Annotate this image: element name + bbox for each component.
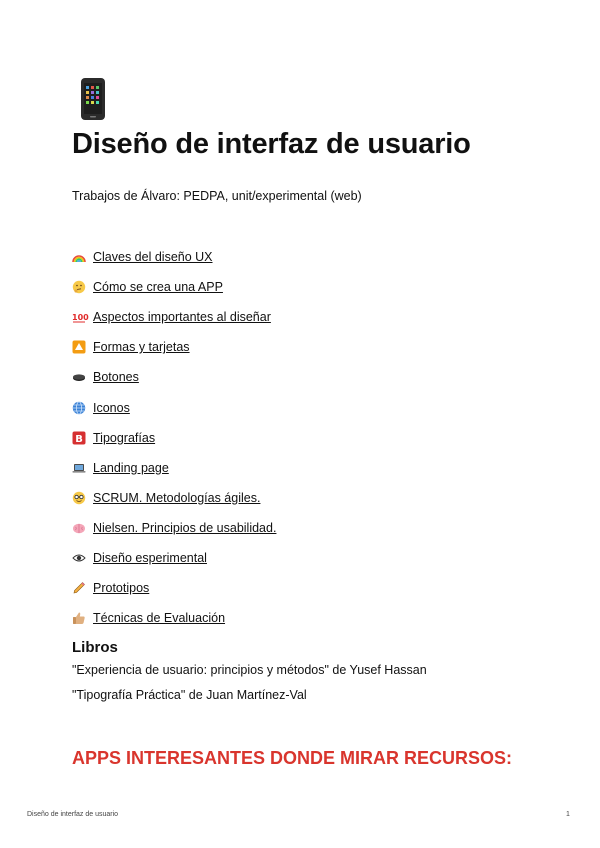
svg-text:100: 100: [72, 313, 89, 323]
black-button-icon: [72, 370, 86, 384]
link-tipografias[interactable]: Tipografías: [93, 430, 156, 445]
up-arrow-button-icon: [72, 340, 86, 354]
link-aspectos-importantes[interactable]: Aspectos importantes al diseñar: [93, 310, 271, 325]
b-button-icon: [72, 431, 86, 445]
nerd-face-icon: [72, 491, 86, 505]
books-heading: Libros: [72, 639, 118, 656]
thumbs-up-icon: [72, 611, 86, 625]
laptop-icon: [72, 461, 86, 475]
topic-link-list: [72, 242, 276, 633]
mobile-phone-icon: [80, 78, 108, 120]
list-item: [72, 423, 276, 453]
link-prototipos[interactable]: Prototipos: [93, 581, 150, 596]
list-item: [72, 513, 276, 543]
list-item: [72, 332, 276, 362]
list-item: [72, 453, 276, 483]
page-subtitle: Trabajos de Álvaro: PEDPA, unit/experimental (web): [72, 189, 362, 203]
link-tecnicas-evaluacion[interactable]: Técnicas de Evaluación: [93, 611, 226, 626]
apps-heading: APPS INTERESANTES DONDE MIRAR RECURSOS:: [72, 748, 513, 768]
brain-icon: [72, 521, 86, 535]
link-formas-y-tarjetas[interactable]: Formas y tarjetas: [93, 340, 190, 355]
link-como-se-crea-app[interactable]: Cómo se crea una APP: [93, 280, 223, 295]
page-title: Diseño de interfaz de usuario: [72, 128, 471, 160]
pencil-icon: [72, 581, 86, 595]
list-item: [72, 302, 276, 332]
globe-icon: [72, 401, 86, 415]
list-item: [72, 603, 276, 633]
link-scrum[interactable]: SCRUM. Metodologías ágiles.: [93, 490, 261, 505]
book-item: "Experiencia de usuario: principios y métodos" de Yusef Hassan: [72, 663, 427, 677]
link-claves-diseno-ux[interactable]: Claves del diseño UX: [93, 250, 213, 265]
link-diseno-esperimental[interactable]: Diseño esperimental: [93, 550, 207, 565]
rainbow-icon: [72, 250, 86, 264]
list-item: [72, 392, 276, 422]
svg-text:B: B: [75, 433, 83, 445]
hundred-points-icon: [72, 310, 89, 324]
thinking-face-icon: [72, 280, 86, 294]
list-item: [72, 483, 276, 513]
book-item: "Tipografía Práctica" de Juan Martínez-Val: [72, 688, 307, 702]
eye-in-speech-bubble-icon: [72, 551, 86, 565]
list-item: [72, 272, 276, 302]
link-botones[interactable]: Botones: [93, 370, 139, 385]
list-item: [72, 362, 276, 392]
list-item: [72, 543, 276, 573]
list-item: [72, 573, 276, 603]
link-landing-page[interactable]: Landing page: [93, 460, 169, 475]
list-item: [72, 242, 276, 272]
link-iconos[interactable]: Iconos: [93, 400, 130, 415]
footer-document-title: Diseño de interfaz de usuario: [27, 811, 119, 818]
link-nielsen[interactable]: Nielsen. Principios de usabilidad.: [93, 520, 277, 535]
footer-page-number: 1: [566, 811, 570, 818]
